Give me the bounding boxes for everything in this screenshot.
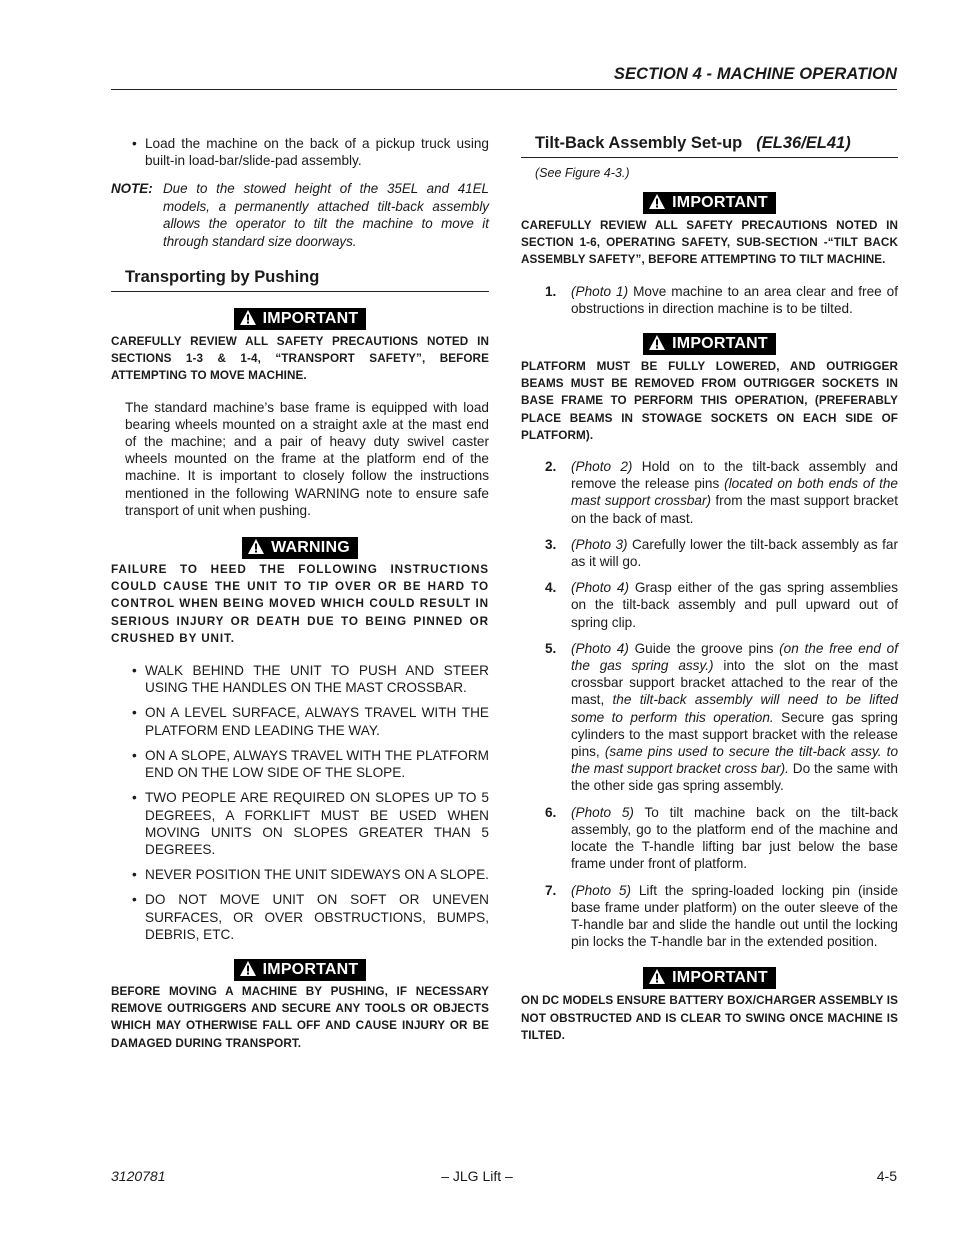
- important-label: IMPORTANT: [672, 194, 768, 211]
- heading-pushing-wrap: [111, 268, 489, 292]
- step-7: 7. (Photo 5) Lift the spring-loaded locking pin (inside base frame under platform) on the outer sleeve of the T-handle bar and slide the handle out until the locking pin locks the T-handle bar in the extended position.: [545, 882, 899, 950]
- important-text-r1: CAREFULLY REVIEW ALL SAFETY PRECAUTIONS NOTED IN SECTION 1-6, OPERATING SAFETY, SUB-SECTION -“TILT BACK ASSEMBLY SAFETY”, BEFORE ATTEMPTING TO TILT MACHINE.: [521, 219, 898, 267]
- important-label: IMPORTANT: [262, 960, 359, 978]
- see-figure: (See Figure 4-3.): [535, 166, 630, 180]
- page-header: [111, 64, 897, 90]
- important-label: IMPORTANT: [672, 335, 768, 353]
- important-banner-r3: [521, 967, 898, 989]
- safety-bullet-list: [111, 662, 489, 943]
- note: [111, 180, 489, 250]
- important-text-r2: PLATFORM MUST BE FULLY LOWERED, AND OUTRIGGER BEAMS MUST BE REMOVED FROM OUTRIGGER SOCKETS IN BASE FRAME TO PERFORM THIS OPERATION, (PREFERABLY PLACE BEAMS IN STOWAGE SOCKETS ON EACH SIDE OF PLATFORM).: [521, 360, 898, 442]
- important-label: IMPORTANT: [672, 969, 768, 987]
- list-item: • NEVER POSITION THE UNIT SIDEWAYS ON A SLOPE.: [132, 867, 489, 883]
- important-label: IMPORTANT: [262, 310, 359, 328]
- step-3: 3. (Photo 3) Carefully lower the tilt-back assembly as far as it will go.: [545, 536, 898, 570]
- warning-triangle-icon: [649, 194, 665, 209]
- warning-triangle-icon: [240, 310, 256, 325]
- warning-triangle-icon: [649, 335, 665, 350]
- step-6: 6. (Photo 5) To tilt machine back on the tilt-back assembly, go to the platform end of the machine and locate the T-handle lifting bar just below the base frame under front of platform.: [545, 804, 899, 872]
- step-4: 4. (Photo 4) Grasp either of the gas spring assemblies on the tilt-back assembly and pull upward out of spring clip.: [545, 580, 899, 630]
- important-text-1: CAREFULLY REVIEW ALL SAFETY PRECAUTIONS NOTED IN SECTIONS 1-3 & 1-4, “TRANSPORT SAFETY”, BEFORE ATTEMPTING TO MOVE MACHINE.: [111, 335, 489, 383]
- footer-center-text: – JLG Lift –: [441, 1168, 513, 1184]
- list-item: • TWO PEOPLE ARE REQUIRED ON SLOPES UP TO 5 DEGREES, A FORKLIFT MUST BE USED WHEN MOVING UNITS ON SLOPES GREATER THAN 5 DEGREES.: [132, 790, 489, 857]
- warning-triangle-icon: [649, 969, 665, 984]
- important-banner-1: [111, 308, 489, 330]
- important-banner-r1: [521, 192, 898, 214]
- right-column: [521, 132, 898, 1044]
- important-text-r3: ON DC MODELS ENSURE BATTERY BOX/CHARGER ASSEMBLY IS NOT OBSTRUCTED AND IS CLEAR TO SWING ONCE MACHINE IS TILTED.: [521, 994, 898, 1042]
- warning-banner: [111, 537, 489, 559]
- bullet-dot: •: [132, 136, 137, 151]
- step-1: 1. (Photo 1) Move machine to an area clear and free of obstructions in direction machine is to be tilted.: [545, 283, 898, 316]
- important-banner-2: [111, 959, 489, 981]
- section-title: SECTION 4 - MACHINE OPERATION: [613, 65, 897, 83]
- warning-triangle-icon: [248, 539, 264, 554]
- footer-page-number: 4-5: [876, 1168, 897, 1184]
- intro-bullet: • Load the machine on the back of a pickup truck using built-in load-bar/slide-pad assembly.: [132, 136, 489, 169]
- important-banner-r2: [521, 333, 898, 355]
- warning-triangle-icon: [240, 961, 256, 976]
- important-text-2: BEFORE MOVING A MACHINE BY PUSHING, IF NECESSARY REMOVE OUTRIGGERS AND SECURE ANY TOOLS OR OBJECTS WHICH MAY OTHERWISE FALL OFF AND CAUSE INJURY OR BE DAMAGED DURING TRANSPORT.: [111, 984, 489, 1050]
- note-text: Due to the stowed height of the 35EL and 41EL models, a permanently attached tilt-back assembly allows the operator to tilt the machine to move it through standard size doorways.: [163, 181, 489, 249]
- heading-tilt-back: Tilt-Back Assembly Set-up (EL36/EL41): [521, 134, 898, 158]
- note-label: NOTE:: [111, 181, 153, 197]
- list-item: • DO NOT MOVE UNIT ON SOFT OR UNEVEN SURFACES, OR OVER OBSTRUCTIONS, BUMPS, DEBRIS, ETC.: [132, 892, 489, 942]
- warning-text: FAILURE TO HEED THE FOLLOWING INSTRUCTIONS COULD CAUSE THE UNIT TO TIP OVER OR BE HARD TO CONTROL WHEN BEING MOVED WHICH COULD RESULT IN SERIOUS INJURY OR DEATH DUE TO BEING PINNED OR CRUSHED BY UNIT.: [111, 563, 489, 645]
- step-5: 5. (Photo 4) Guide the groove pins (on the free end of the gas spring assy.) into the slot on the mast crossbar support bracket attached to the rear of the mast, the tilt-back assembly will need to be lifted some to perform this operation. Secure gas spring cylinders to the mast support bracket with the release pins, (same pins used to secure the tilt-back assy. to the mast support bracket cross bar). Do the same with the other side gas spring assembly.: [545, 640, 899, 794]
- left-column: [111, 132, 489, 1052]
- warning-label: WARNING: [271, 539, 350, 557]
- list-item: • ON A SLOPE, ALWAYS TRAVEL WITH THE PLATFORM END ON THE LOW SIDE OF THE SLOPE.: [132, 747, 489, 781]
- body-paragraph: The standard machine’s base frame is equipped with load bearing wheels mounted on a straight axle at the mast end of the machine; and a pair of heavy duty swivel caster wheels mounted on the frame at the platform end of the machine. It is important to closely follow the instructions mentioned in the following WARNING note to ensure safe transport of unit when pushing.: [125, 399, 489, 518]
- step-2: 2. (Photo 2) Hold on to the tilt-back assembly and remove the release pins (located on both ends of the mast support crossbar) from the mast support bracket on the back of mast.: [545, 459, 898, 526]
- list-item: • WALK BEHIND THE UNIT TO PUSH AND STEER USING THE HANDLES ON THE MAST CROSSBAR.: [132, 663, 489, 696]
- heading-transporting-by-pushing: Transporting by Pushing: [111, 268, 489, 292]
- footer-doc-number: 3120781: [111, 1168, 166, 1184]
- list-item: • ON A LEVEL SURFACE, ALWAYS TRAVEL WITH THE PLATFORM END LEADING THE WAY.: [132, 705, 489, 738]
